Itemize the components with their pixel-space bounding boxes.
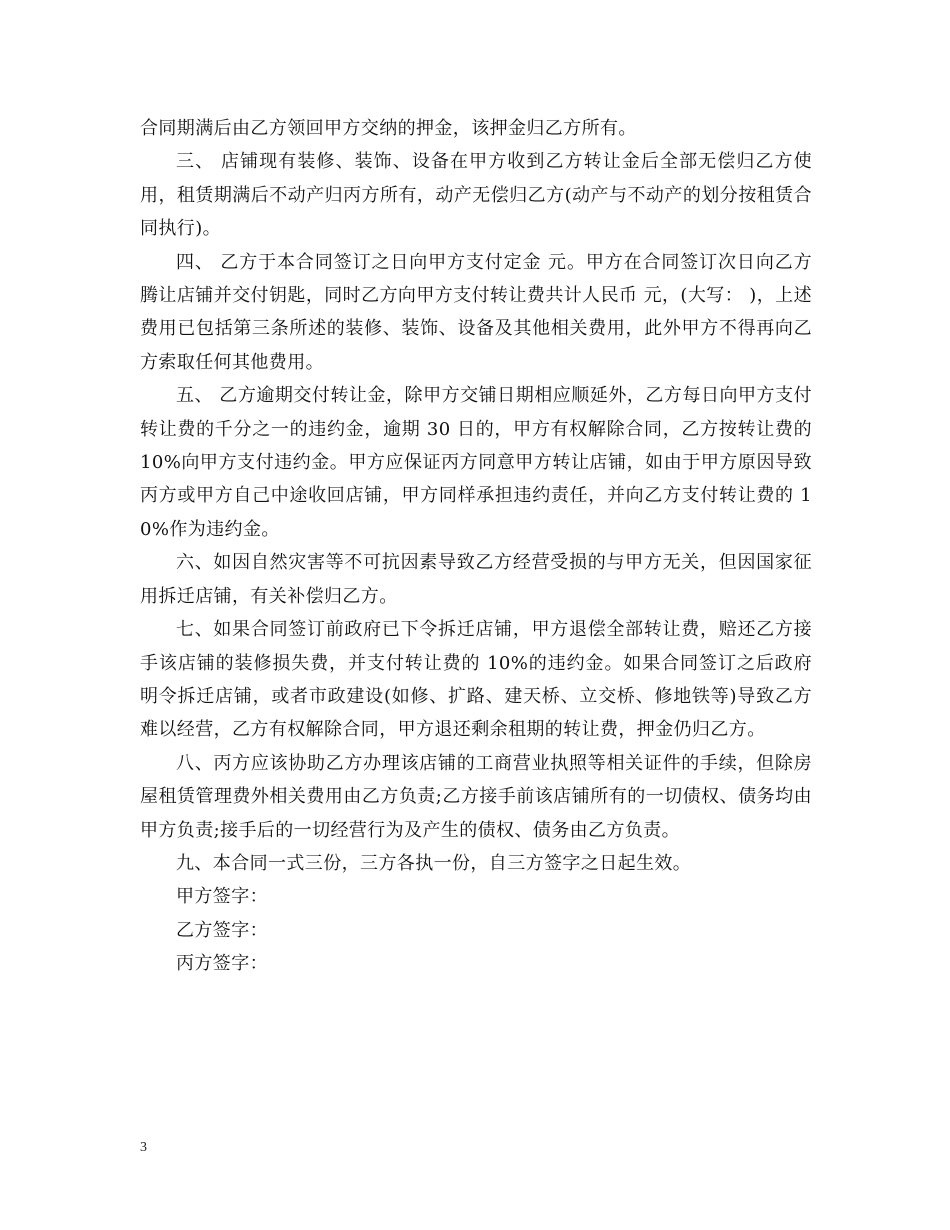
signature-party-b: 乙方签字： (176, 919, 268, 941)
paragraph-clause-4: 四、 乙方于本合同签订之日向甲方支付定金 元。甲方在合同签订次日向乙方腾让店铺并交付钥匙，同时乙方向甲方支付转让费共计人民币 元，(大写： )，上述费用已包括第三条所述的装修、装饰、设备及其他相关费用，此外甲方不得再向乙方索取任何其他费用。 (140, 251, 812, 373)
signature-party-a: 甲方签字： (176, 886, 268, 908)
paragraph-deposit-return: 合同期满后由乙方领回甲方交纳的押金，该押金归乙方所有。 (140, 118, 637, 139)
paragraph-clause-6: 六、如因自然灾害等不可抗因素导致乙方经营受损的与甲方无关，但因国家征用拆迁店铺，有关补偿归乙方。 (140, 552, 812, 607)
signature-party-c: 丙方签字： (176, 953, 268, 975)
paragraph-clause-3: 三、 店铺现有装修、装饰、设备在甲方收到乙方转让金后全部无偿归乙方使用，租赁期满后不动产归丙方所有，动产无偿归乙方(动产与不动产的划分按租赁合同执行)。 (140, 151, 812, 240)
contract-body (140, 112, 812, 981)
paragraph-clause-5: 五、 乙方逾期交付转让金，除甲方交铺日期相应顺延外，乙方每日向甲方支付转让费的千分之一的违约金，逾期 30 日的，甲方有权解除合同，乙方按转让费的 10%向甲方支付违约金。甲方应保证丙方同意甲方转让店铺，如由于甲方原因导致丙方或甲方自己中途收回店铺，甲方同样承担违约责任，并向乙方支付转让费的 10%作为违约金。 (140, 385, 812, 540)
paragraph-clause-9: 九、本合同一式三份，三方各执一份，自三方签字之日起生效。 (176, 852, 692, 874)
page-number: 3 (140, 1140, 147, 1155)
paragraph-clause-8: 八、丙方应该协助乙方办理该店铺的工商营业执照等相关证件的手续，但除房屋租赁管理费外相关费用由乙方负责;乙方接手前该店铺所有的一切债权、债务均由甲方负责;接手后的一切经营行为及产生的债权、债务由乙方负责。 (140, 752, 812, 841)
paragraph-clause-7: 七、如果合同签订前政府已下令拆迁店铺，甲方退偿全部转让费，赔还乙方接手该店铺的装修损失费，并支付转让费的 10%的违约金。如果合同签订之后政府明令拆迁店铺，或者市政建设(如修、扩路、建天桥、立交桥、修地铁等)导致乙方难以经营，乙方有权解除合同，甲方退还剩余租期的转让费，押金仍归乙方。 (140, 619, 812, 741)
